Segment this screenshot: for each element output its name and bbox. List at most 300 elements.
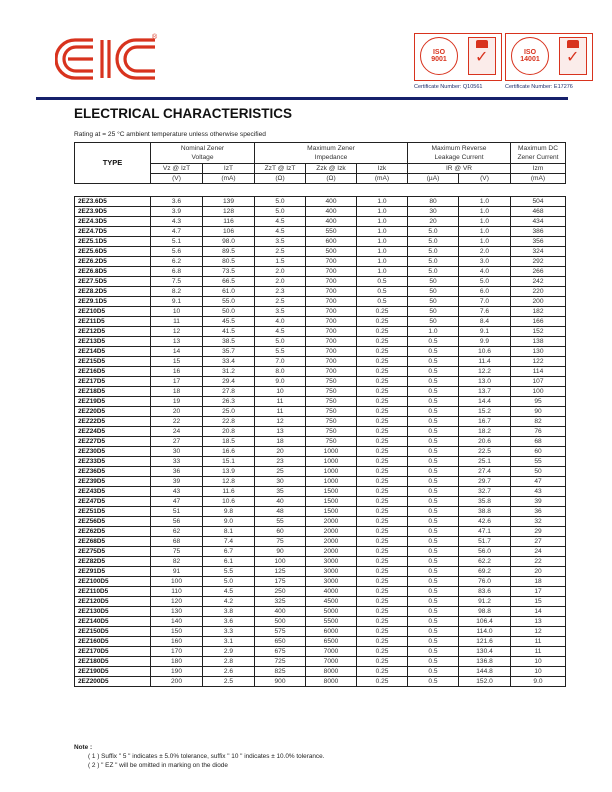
cell-vr: 13.0 (459, 377, 511, 387)
cell-izm: 504 (511, 197, 566, 207)
cell-izk: 0.25 (357, 357, 408, 367)
cell-zzt: 1.5 (255, 257, 306, 267)
cell-type: 2EZ130D5 (75, 607, 151, 617)
cell-izm: 39 (511, 497, 566, 507)
cell-izm: 468 (511, 207, 566, 217)
cell-izt: 2.9 (203, 647, 255, 657)
cell-vr: 1.0 (459, 217, 511, 227)
param-izk: Izk (357, 164, 408, 174)
cell-ir: 0.5 (408, 597, 459, 607)
cell-vz: 160 (151, 637, 203, 647)
cell-vr: 12.2 (459, 367, 511, 377)
cell-izm: 130 (511, 347, 566, 357)
unit: (mA) (203, 174, 255, 184)
cell-ir: 0.5 (408, 657, 459, 667)
cell-type: 2EZ160D5 (75, 637, 151, 647)
cell-vr: 27.4 (459, 467, 511, 477)
cell-vz: 14 (151, 347, 203, 357)
cell-izt: 98.0 (203, 237, 255, 247)
cell-zzk: 700 (306, 337, 357, 347)
cell-izt: 45.5 (203, 317, 255, 327)
table-row (75, 447, 566, 457)
cell-izt: 9.0 (203, 517, 255, 527)
cell-izt: 12.8 (203, 477, 255, 487)
cell-type: 2EZ22D5 (75, 417, 151, 427)
cell-izk: 0.25 (357, 317, 408, 327)
cell-izm: 82 (511, 417, 566, 427)
cell-zzk: 750 (306, 377, 357, 387)
cell-izt: 4.5 (203, 587, 255, 597)
cell-vz: 51 (151, 507, 203, 517)
cell-izt: 9.8 (203, 507, 255, 517)
cell-izt: 20.8 (203, 427, 255, 437)
table-row (75, 607, 566, 617)
ukas-mark-icon (559, 37, 587, 75)
cell-zzk: 750 (306, 437, 357, 447)
cell-izk: 0.25 (357, 607, 408, 617)
unit: (V) (459, 174, 511, 184)
cell-izm: 434 (511, 217, 566, 227)
table-row (75, 347, 566, 357)
cell-zzk: 1000 (306, 467, 357, 477)
cell-zzt: 7.0 (255, 357, 306, 367)
cell-vz: 22 (151, 417, 203, 427)
cell-izt: 5.0 (203, 577, 255, 587)
cell-izk: 0.25 (357, 447, 408, 457)
cell-vr: 56.0 (459, 547, 511, 557)
table-row (75, 387, 566, 397)
cell-zzk: 700 (306, 317, 357, 327)
cell-zzt: 5.0 (255, 337, 306, 347)
cell-zzk: 700 (306, 357, 357, 367)
cell-type: 2EZ68D5 (75, 537, 151, 547)
cell-zzt: 60 (255, 527, 306, 537)
cell-izk: 1.0 (357, 227, 408, 237)
cell-ir: 0.5 (408, 547, 459, 557)
cell-type: 2EZ75D5 (75, 547, 151, 557)
cell-ir: 0.5 (408, 637, 459, 647)
table-row (75, 407, 566, 417)
cell-type: 2EZ20D5 (75, 407, 151, 417)
cell-izk: 0.25 (357, 637, 408, 647)
cell-izm: 220 (511, 287, 566, 297)
cell-zzk: 2000 (306, 547, 357, 557)
cell-type: 2EZ190D5 (75, 667, 151, 677)
table-row (75, 667, 566, 677)
cell-izt: 18.5 (203, 437, 255, 447)
cell-zzk: 1000 (306, 457, 357, 467)
registered-mark: ® (152, 34, 158, 41)
cell-vr: 7.0 (459, 297, 511, 307)
header-line: Maximum DC (518, 145, 558, 152)
header-line: Impedance (314, 154, 348, 161)
cell-ir: 50 (408, 307, 459, 317)
cell-izk: 0.25 (357, 407, 408, 417)
table-row (75, 567, 566, 577)
cell-type: 2EZ30D5 (75, 447, 151, 457)
cell-izt: 89.5 (203, 247, 255, 257)
table-row (75, 537, 566, 547)
cell-type: 2EZ170D5 (75, 647, 151, 657)
cell-vr: 29.7 (459, 477, 511, 487)
cell-zzt: 12 (255, 417, 306, 427)
cell-zzk: 3000 (306, 567, 357, 577)
cell-ir: 0.5 (408, 667, 459, 677)
cell-zzt: 20 (255, 447, 306, 457)
header-line: Nominal Zener (180, 145, 225, 152)
cell-zzt: 900 (255, 677, 306, 687)
page-title: ELECTRICAL CHARACTERISTICS (74, 106, 293, 121)
cell-ir: 0.5 (408, 417, 459, 427)
cell-type: 2EZ13D5 (75, 337, 151, 347)
table-row (75, 427, 566, 437)
cell-izt: 5.5 (203, 567, 255, 577)
cell-vz: 5.6 (151, 247, 203, 257)
cell-type: 2EZ15D5 (75, 357, 151, 367)
cell-vr: 11.4 (459, 357, 511, 367)
cell-vr: 1.0 (459, 237, 511, 247)
cell-zzt: 48 (255, 507, 306, 517)
cell-ir: 50 (408, 317, 459, 327)
cell-izm: 107 (511, 377, 566, 387)
cell-vz: 200 (151, 677, 203, 687)
cell-type: 2EZ180D5 (75, 657, 151, 667)
cell-zzk: 7000 (306, 647, 357, 657)
cert-number: 9001 (431, 56, 447, 63)
cell-izm: 13 (511, 617, 566, 627)
cell-vr: 130.4 (459, 647, 511, 657)
cell-vr: 14.4 (459, 397, 511, 407)
cell-ir: 0.5 (408, 447, 459, 457)
cell-vz: 4.3 (151, 217, 203, 227)
cell-izm: 356 (511, 237, 566, 247)
table-row (75, 277, 566, 287)
cell-type: 2EZ91D5 (75, 567, 151, 577)
unit: (V) (151, 174, 203, 184)
table-row (75, 587, 566, 597)
cell-izt: 3.3 (203, 627, 255, 637)
cell-zzk: 750 (306, 407, 357, 417)
cert-standard: ISO (432, 49, 446, 56)
cell-zzt: 90 (255, 547, 306, 557)
cell-zzt: 575 (255, 627, 306, 637)
cell-ir: 5.0 (408, 227, 459, 237)
cell-ir: 80 (408, 197, 459, 207)
cell-vz: 33 (151, 457, 203, 467)
cell-izm: 22 (511, 557, 566, 567)
cell-zzk: 1000 (306, 447, 357, 457)
cell-izk: 1.0 (357, 237, 408, 247)
table-row (75, 577, 566, 587)
unit: (Ω) (255, 174, 306, 184)
cell-izk: 0.25 (357, 577, 408, 587)
cell-ir: 0.5 (408, 347, 459, 357)
cell-izk: 0.5 (357, 287, 408, 297)
cell-zzt: 5.0 (255, 197, 306, 207)
cell-izm: 55 (511, 457, 566, 467)
cell-izt: 33.4 (203, 357, 255, 367)
table-row (75, 627, 566, 637)
cell-zzt: 675 (255, 647, 306, 657)
cell-type: 2EZ6.8D5 (75, 267, 151, 277)
cell-vz: 43 (151, 487, 203, 497)
cell-zzk: 700 (306, 287, 357, 297)
type-header: TYPE (75, 143, 151, 184)
cell-zzk: 4000 (306, 587, 357, 597)
cell-izk: 0.25 (357, 527, 408, 537)
note-item: ( 2 ) " EZ " will be omitted in marking on the diode (88, 761, 228, 769)
cell-type: 2EZ9.1D5 (75, 297, 151, 307)
cell-ir: 0.5 (408, 557, 459, 567)
cell-zzt: 325 (255, 597, 306, 607)
table-row (75, 197, 566, 207)
table-row (75, 657, 566, 667)
table-row (75, 257, 566, 267)
cell-type: 2EZ140D5 (75, 617, 151, 627)
cell-ir: 5.0 (408, 237, 459, 247)
cell-zzk: 2000 (306, 537, 357, 547)
cell-zzk: 8000 (306, 667, 357, 677)
header-line: Maximum Zener (307, 145, 355, 152)
cell-zzk: 5000 (306, 607, 357, 617)
table-row (75, 507, 566, 517)
cell-vr: 136.8 (459, 657, 511, 667)
cell-izt: 31.2 (203, 367, 255, 377)
cell-type: 2EZ3.9D5 (75, 207, 151, 217)
cell-ir: 50 (408, 297, 459, 307)
cell-type: 2EZ39D5 (75, 477, 151, 487)
table-header (74, 142, 566, 184)
cell-vr: 2.0 (459, 247, 511, 257)
cell-zzt: 4.5 (255, 327, 306, 337)
cell-type: 2EZ12D5 (75, 327, 151, 337)
cell-zzk: 1500 (306, 487, 357, 497)
cell-vz: 68 (151, 537, 203, 547)
cell-type: 2EZ47D5 (75, 497, 151, 507)
cell-type: 2EZ120D5 (75, 597, 151, 607)
cell-ir: 5.0 (408, 257, 459, 267)
cell-vz: 190 (151, 667, 203, 677)
cell-vz: 180 (151, 657, 203, 667)
cell-izt: 73.5 (203, 267, 255, 277)
cell-izk: 0.25 (357, 627, 408, 637)
cell-izk: 0.25 (357, 657, 408, 667)
max-zener-impedance-header (255, 143, 408, 164)
cell-izk: 0.25 (357, 367, 408, 377)
cell-izk: 0.25 (357, 497, 408, 507)
cell-izk: 0.5 (357, 277, 408, 287)
cell-vr: 6.0 (459, 287, 511, 297)
cell-zzt: 11 (255, 397, 306, 407)
cell-type: 2EZ5.1D5 (75, 237, 151, 247)
table-row (75, 457, 566, 467)
cell-izk: 0.25 (357, 397, 408, 407)
crown-icon (476, 40, 488, 48)
cell-zzk: 700 (306, 257, 357, 267)
cell-izt: 55.0 (203, 297, 255, 307)
cell-vr: 9.9 (459, 337, 511, 347)
cell-vz: 30 (151, 447, 203, 457)
iso-seal-icon (511, 37, 549, 75)
checkmark-icon: ✓ (566, 49, 580, 66)
cell-ir: 0.5 (408, 537, 459, 547)
table-row (75, 487, 566, 497)
cell-izk: 1.0 (357, 257, 408, 267)
cell-zzt: 25 (255, 467, 306, 477)
cell-type: 2EZ14D5 (75, 347, 151, 357)
cell-vr: 13.7 (459, 387, 511, 397)
cell-vz: 13 (151, 337, 203, 347)
cell-ir: 0.5 (408, 647, 459, 657)
cell-vz: 47 (151, 497, 203, 507)
cell-izt: 80.5 (203, 257, 255, 267)
cell-vz: 4.7 (151, 227, 203, 237)
cell-izk: 0.25 (357, 547, 408, 557)
cell-type: 2EZ33D5 (75, 457, 151, 467)
cell-type: 2EZ200D5 (75, 677, 151, 687)
cell-izt: 16.6 (203, 447, 255, 457)
cell-type: 2EZ8.2D5 (75, 287, 151, 297)
cell-ir: 0.5 (408, 517, 459, 527)
cell-type: 2EZ110D5 (75, 587, 151, 597)
cell-izt: 2.8 (203, 657, 255, 667)
header-divider (36, 97, 568, 100)
cell-type: 2EZ17D5 (75, 377, 151, 387)
cell-vr: 47.1 (459, 527, 511, 537)
cell-vz: 3.6 (151, 197, 203, 207)
table-row (75, 227, 566, 237)
cell-izk: 0.25 (357, 617, 408, 627)
cell-zzk: 6000 (306, 627, 357, 637)
cell-vr: 152.0 (459, 677, 511, 687)
cell-izk: 0.25 (357, 347, 408, 357)
cell-vz: 27 (151, 437, 203, 447)
cell-vz: 5.1 (151, 237, 203, 247)
cell-izk: 0.25 (357, 377, 408, 387)
cell-zzt: 5.0 (255, 207, 306, 217)
unit: (µA) (408, 174, 459, 184)
cell-vr: 8.4 (459, 317, 511, 327)
cell-vr: 32.7 (459, 487, 511, 497)
cell-type: 2EZ10D5 (75, 307, 151, 317)
cell-vz: 16 (151, 367, 203, 377)
cell-zzk: 8000 (306, 677, 357, 687)
param-izt: IzT (203, 164, 255, 174)
cell-zzk: 1500 (306, 507, 357, 517)
cell-izt: 7.4 (203, 537, 255, 547)
cell-vr: 121.6 (459, 637, 511, 647)
cell-vz: 12 (151, 327, 203, 337)
cell-vr: 4.0 (459, 267, 511, 277)
cell-izm: 166 (511, 317, 566, 327)
nominal-zener-voltage-header (151, 143, 255, 164)
cell-izk: 0.25 (357, 567, 408, 577)
iso-seal-icon (420, 37, 458, 75)
cell-izm: 11 (511, 637, 566, 647)
cell-izk: 0.25 (357, 437, 408, 447)
cell-zzk: 5500 (306, 617, 357, 627)
cell-ir: 0.5 (408, 437, 459, 447)
cell-vr: 25.1 (459, 457, 511, 467)
cell-zzk: 2000 (306, 517, 357, 527)
table-row (75, 557, 566, 567)
table-row (75, 217, 566, 227)
cert-standard: ISO (523, 49, 537, 56)
cell-izt: 61.0 (203, 287, 255, 297)
cell-izt: 50.0 (203, 307, 255, 317)
cell-izt: 8.1 (203, 527, 255, 537)
cell-zzt: 825 (255, 667, 306, 677)
table-row (75, 317, 566, 327)
cell-zzk: 4500 (306, 597, 357, 607)
header-line: Leakage Current (434, 154, 484, 161)
cell-izt: 128 (203, 207, 255, 217)
cell-izk: 0.25 (357, 477, 408, 487)
cell-zzt: 75 (255, 537, 306, 547)
cell-zzk: 2000 (306, 527, 357, 537)
table-row (75, 647, 566, 657)
cell-izm: 10 (511, 667, 566, 677)
eic-logo (55, 36, 160, 82)
unit: (mA) (357, 174, 408, 184)
cell-vr: 16.7 (459, 417, 511, 427)
cell-izt: 139 (203, 197, 255, 207)
table-row (75, 367, 566, 377)
cell-zzt: 30 (255, 477, 306, 487)
cell-izk: 0.25 (357, 417, 408, 427)
cell-type: 2EZ82D5 (75, 557, 151, 567)
cell-izk: 0.25 (357, 457, 408, 467)
cell-ir: 1.0 (408, 327, 459, 337)
cell-izm: 266 (511, 267, 566, 277)
cell-vr: 144.8 (459, 667, 511, 677)
cell-izt: 25.0 (203, 407, 255, 417)
cell-izm: 20 (511, 567, 566, 577)
cell-zzt: 23 (255, 457, 306, 467)
cell-vr: 1.0 (459, 227, 511, 237)
cell-vz: 62 (151, 527, 203, 537)
cell-izk: 0.25 (357, 677, 408, 687)
cell-zzk: 6500 (306, 637, 357, 647)
cell-vr: 7.6 (459, 307, 511, 317)
cell-zzt: 4.5 (255, 227, 306, 237)
cell-izt: 35.7 (203, 347, 255, 357)
cell-type: 2EZ24D5 (75, 427, 151, 437)
cell-ir: 0.5 (408, 357, 459, 367)
cell-type: 2EZ19D5 (75, 397, 151, 407)
cell-zzt: 2.5 (255, 297, 306, 307)
cell-zzk: 3000 (306, 557, 357, 567)
cell-vz: 120 (151, 597, 203, 607)
notes-label: Note : (74, 744, 93, 751)
cell-ir: 0.5 (408, 407, 459, 417)
cell-vr: 5.0 (459, 277, 511, 287)
cell-izk: 1.0 (357, 207, 408, 217)
max-reverse-leakage-header (408, 143, 511, 164)
cell-ir: 50 (408, 277, 459, 287)
cell-izm: 122 (511, 357, 566, 367)
cell-vz: 3.9 (151, 207, 203, 217)
cell-izm: 76 (511, 427, 566, 437)
cell-zzt: 125 (255, 567, 306, 577)
cell-izt: 27.8 (203, 387, 255, 397)
cell-vr: 18.2 (459, 427, 511, 437)
table-row (75, 307, 566, 317)
cell-vr: 22.5 (459, 447, 511, 457)
cell-ir: 0.5 (408, 427, 459, 437)
cell-vz: 19 (151, 397, 203, 407)
table-row (75, 357, 566, 367)
